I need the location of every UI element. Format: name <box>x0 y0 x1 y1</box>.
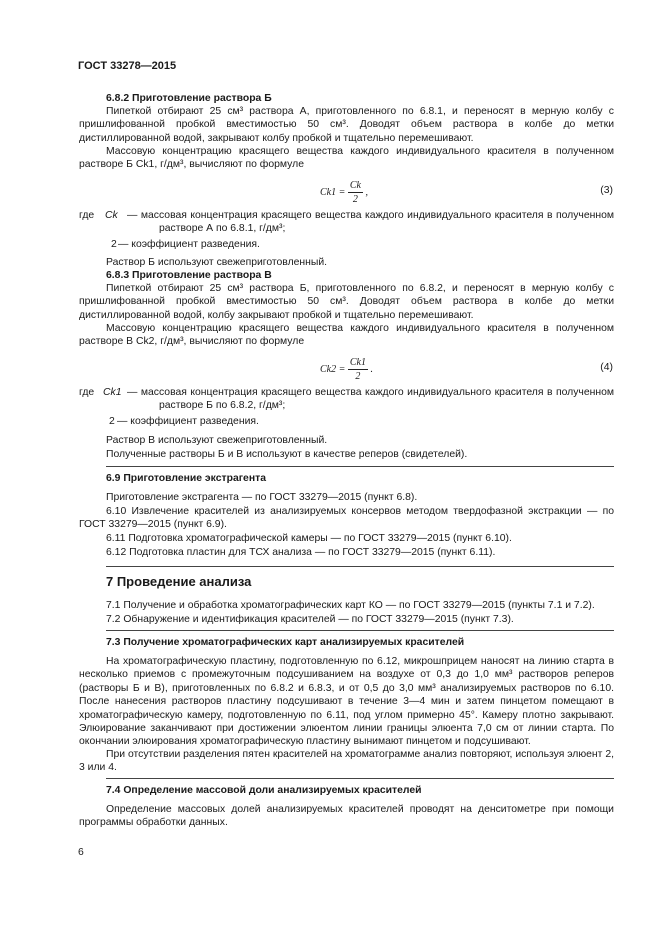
definition-ck1 <box>79 386 614 413</box>
s69-paragraph-2: 6.10 Извлечение красителей из анализируемых консервов методом твердофазной экстракции — по ГОСТ 33279—2015 (пункт 6.9). <box>79 506 614 531</box>
section-divider <box>106 778 614 779</box>
s73-paragraph-2: При отсутствии разделения пятен красителей на хроматограмме анализ повторяют, используя элюент 2, 3 или 4. <box>79 749 614 774</box>
s74-paragraph-1: Определение массовых долей анализируемых красителей проводят на денситометре при помощи программы обработки данных. <box>79 804 614 829</box>
section-6-8-3-title: 6.8.3 Приготовление раствора В <box>106 270 272 281</box>
formula-4-denominator: 2 <box>355 371 361 383</box>
s682-paragraph-2: Массовую концентрацию красящего вещества каждого индивидуального красителя в полученном растворе Б Ck1, г/дм³, вычисляют по формуле <box>79 146 614 171</box>
formula-3 <box>320 179 368 207</box>
s682-paragraph-1: Пипеткой отбирают 25 см³ раствора А, приготовленного по 6.8.1, и переносят в мерную колбу с пришлифованной пробкой вместимостью 50 см³. Доводят объем раствора в колбе до метки дистиллированной водой, закрывают колбу пробкой и тщательно перемешивают. <box>79 106 614 144</box>
equation-number-3: (3) <box>600 185 613 196</box>
doc-header-code: ГОСТ 33278—2015 <box>78 60 177 72</box>
section-divider <box>106 630 614 631</box>
where-label: где <box>79 387 95 398</box>
definition-text: — массовая концентрация красящего вещества каждого индивидуального красителя в полученном растворе Б по 6.8.2, г/дм³; <box>127 387 614 412</box>
section-6-8-2-title: 6.8.2 Приготовление раствора Б <box>106 93 272 104</box>
formula-3-denominator: 2 <box>352 194 358 206</box>
definition-symbol: Ck <box>105 210 118 221</box>
section-7-3-title: 7.3 Получение хроматографических карт анализируемых красителей <box>106 637 465 648</box>
formula-4-end: . <box>370 364 373 376</box>
definition-2 <box>79 238 614 251</box>
s683-paragraph-4: Полученные растворы Б и В используют в качестве реперов (свидетелей). <box>106 449 468 460</box>
s7-paragraph-2: 7.2 Обнаружение и идентификация красителей — по ГОСТ 33279—2015 (пункт 7.3). <box>106 614 514 625</box>
page-number: 6 <box>78 847 84 858</box>
formula-4-lhs: Ck2 = <box>320 364 346 376</box>
section-7-4-title: 7.4 Определение массовой доли анализируемых красителей <box>106 785 422 796</box>
formula-4 <box>320 356 373 384</box>
formula-4-fraction <box>348 356 368 384</box>
s683-paragraph-3: Раствор В используют свежеприготовленный. <box>106 435 328 446</box>
definition-2 <box>79 415 614 428</box>
definition-symbol: 2 <box>109 416 115 427</box>
definition-symbol: 2 <box>111 239 117 250</box>
definition-symbol: Ck1 <box>103 387 122 398</box>
definition-ck <box>79 209 614 236</box>
s7-paragraph-1: 7.1 Получение и обработка хроматографических карт КО — по ГОСТ 33279—2015 (пункты 7.1 и 7.2). <box>106 600 595 611</box>
s683-paragraph-2: Массовую концентрацию красящего вещества каждого индивидуального красителя в полученном растворе В Ck2, г/дм³, вычисляют по формуле <box>79 323 614 348</box>
formula-4-numerator: Ck1 <box>348 356 368 370</box>
s682-paragraph-3: Раствор Б используют свежеприготовленный. <box>106 257 328 268</box>
equation-number-4: (4) <box>600 362 613 373</box>
section-divider <box>106 466 614 467</box>
section-6-9-title: 6.9 Приготовление экстрагента <box>106 473 266 484</box>
formula-3-numerator: Ck <box>348 179 363 193</box>
s683-paragraph-1: Пипеткой отбирают 25 см³ раствора Б, приготовленного по 6.8.2, и переносят в мерную колбу с пришлифованной пробкой вместимостью 50 см³. Доводят объем раствора в колбе до метки дистиллированной водой, колбу закрывают пробкой и тщательно перемешивают. <box>79 283 614 321</box>
section-7-title: 7 Проведение анализа <box>106 574 252 589</box>
formula-3-lhs: Ck1 = <box>320 187 346 199</box>
definition-text: — массовая концентрация красящего вещества каждого индивидуального красителя в полученном растворе А по 6.8.1, г/дм³; <box>127 210 614 235</box>
formula-3-fraction <box>348 179 363 207</box>
where-label: где <box>79 210 95 221</box>
section-divider <box>106 566 614 567</box>
s69-paragraph-1: Приготовление экстрагента — по ГОСТ 33279—2015 (пункт 6.8). <box>106 492 418 503</box>
s73-paragraph-1: На хроматографическую пластину, подготовленную по 6.12, микрошприцем наносят на линию старта в несколько приемов с промежуточным подсушиванием на воздухе от 0,3 до 1,0 мм³ растворов реперов (растворы Б и В), приготовленных по 6.8.2 и 6.8.3, и от 0,5 до 3,0 мм³ анализируемых растворов по 6.10. После нанесения растворов пластину подсушивают в течение 3—4 мин и затем пинцетом помещают в хроматографическую камеру, подготовленную по 6.11, под углом примерно 45°. Камеру плотно закрывают. Элюирование заканчивают при достижении элюентом линии границы элюента 7,0 см от линии старта. По окончании элюирования хроматографическую пластину вынимают пинцетом и подсушивают. <box>79 656 614 748</box>
definition-text: — коэффициент разведения. <box>117 416 259 427</box>
s69-paragraph-4: 6.12 Подготовка пластин для ТСХ анализа — по ГОСТ 33279—2015 (пункт 6.11). <box>106 547 496 558</box>
formula-3-end: , <box>365 187 368 199</box>
definition-text: — коэффициент разведения. <box>118 239 260 250</box>
s69-paragraph-3: 6.11 Подготовка хроматографической камеры — по ГОСТ 33279—2015 (пункт 6.10). <box>106 533 512 544</box>
